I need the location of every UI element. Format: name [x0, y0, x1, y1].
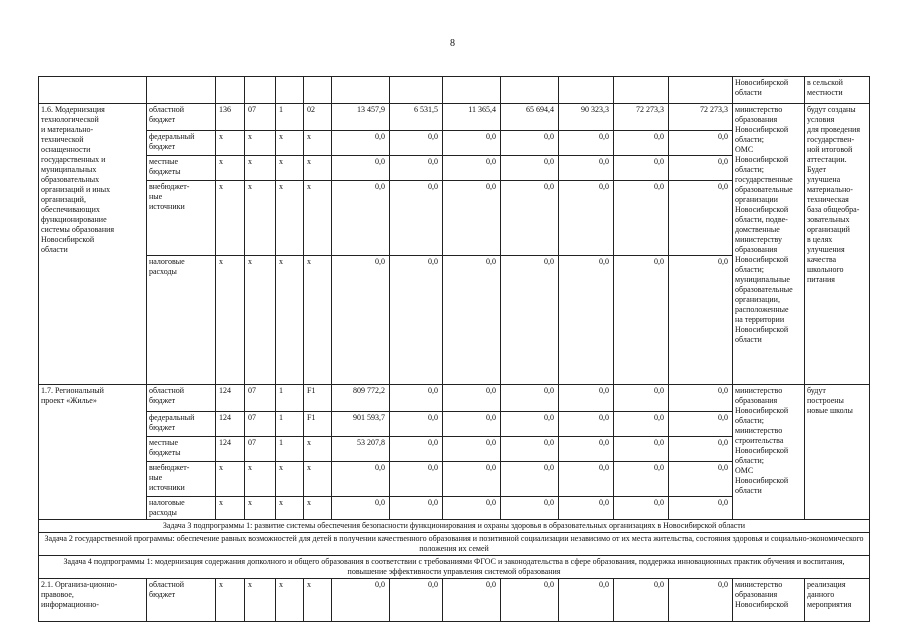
funding-source-cell: налоговые расходы [147, 497, 216, 520]
code-cell: х [304, 131, 332, 156]
value-cell: 0,0 [501, 181, 559, 256]
code-cell: 07 [245, 104, 276, 131]
funding-source-cell: местные бюджеты [147, 437, 216, 462]
code-cell: х [304, 437, 332, 462]
value-cell: 0,0 [614, 256, 669, 385]
value-cell: 0,0 [614, 412, 669, 437]
code-cell: х [216, 497, 245, 520]
code-cell: х [216, 181, 245, 256]
value-cell: 0,0 [501, 462, 559, 497]
value-cell: 0,0 [501, 437, 559, 462]
value-cell: 0,0 [390, 497, 443, 520]
code-cell: х [245, 462, 276, 497]
code-cell: х [276, 131, 304, 156]
value-cell: 0,0 [501, 156, 559, 181]
code-cell: х [276, 497, 304, 520]
task-row [39, 533, 870, 556]
value-cell: 0,0 [669, 437, 733, 462]
code-cell: х [276, 256, 304, 385]
empty-cell [147, 77, 216, 104]
measure-name-cell: 2.1. Организа-ционно- правовое, информационно- [39, 579, 147, 622]
value-cell: 0,0 [443, 256, 501, 385]
value-cell: 0,0 [669, 156, 733, 181]
value-cell: 0,0 [669, 181, 733, 256]
value-cell: 0,0 [390, 462, 443, 497]
value-cell: 0,0 [559, 412, 614, 437]
code-cell: 1 [276, 385, 304, 412]
measure-name-cell: 1.6. Модернизация технологической и материально- технической оснащенности государственных и муниципальных образовательных организаций и иных организаций, обеспечивающих функционирование системы образования Новосибирской области [39, 104, 147, 385]
table-body [39, 77, 870, 622]
code-cell: х [245, 131, 276, 156]
task-heading: Задача 2 государственной программы: обеспечение равных возможностей для детей в получении качественного образования и позитивной социализации независимо от их места жительства, состояния здоровья и социально-экономического положения их семей [39, 533, 870, 556]
code-cell: х [304, 497, 332, 520]
executor-cell: министерство образования Новосибирской [733, 579, 805, 622]
value-cell: 0,0 [501, 385, 559, 412]
empty-cell [501, 77, 559, 104]
value-cell: 72 273,3 [669, 104, 733, 131]
value-cell: 0,0 [559, 156, 614, 181]
value-cell: 65 694,4 [501, 104, 559, 131]
value-cell: 0,0 [443, 181, 501, 256]
value-cell: 809 772,2 [332, 385, 390, 412]
value-cell: 0,0 [390, 131, 443, 156]
value-cell: 53 207,8 [332, 437, 390, 462]
value-cell: 0,0 [332, 579, 390, 622]
value-cell: 0,0 [614, 385, 669, 412]
value-cell: 13 457,9 [332, 104, 390, 131]
funding-source-cell: внебюджет- ные источники [147, 462, 216, 497]
value-cell: 90 323,3 [559, 104, 614, 131]
value-cell: 901 593,7 [332, 412, 390, 437]
value-cell: 0,0 [669, 462, 733, 497]
result-cell: реализация данного мероприятия [805, 579, 870, 622]
value-cell: 0,0 [669, 497, 733, 520]
value-cell: 0,0 [390, 437, 443, 462]
value-cell: 0,0 [559, 579, 614, 622]
value-cell: 0,0 [559, 497, 614, 520]
empty-cell [559, 77, 614, 104]
value-cell: 0,0 [614, 131, 669, 156]
continuation-row [39, 77, 870, 104]
code-cell: х [216, 131, 245, 156]
value-cell: 0,0 [443, 437, 501, 462]
page-number: 8 [450, 38, 455, 49]
value-cell: 0,0 [390, 256, 443, 385]
value-cell: 0,0 [390, 579, 443, 622]
code-cell: 07 [245, 385, 276, 412]
code-cell: 1 [276, 437, 304, 462]
code-cell: 124 [216, 385, 245, 412]
value-cell: 0,0 [390, 156, 443, 181]
value-cell: 0,0 [390, 385, 443, 412]
code-cell: 124 [216, 437, 245, 462]
result-cell: будут созданы условия для проведения государствен- ной итоговой аттестации. Будет улучшена материально- техническая база общеобра- зовательных организаций в целях улучшения качества школьного питания [805, 104, 870, 385]
code-cell: х [304, 181, 332, 256]
value-cell: 0,0 [443, 462, 501, 497]
task-row [39, 556, 870, 579]
value-cell: 0,0 [390, 412, 443, 437]
value-cell: 0,0 [501, 412, 559, 437]
value-cell: 0,0 [332, 131, 390, 156]
code-cell: х [216, 462, 245, 497]
value-cell: 0,0 [614, 579, 669, 622]
funding-source-cell: налоговые расходы [147, 256, 216, 385]
task-row [39, 520, 870, 533]
value-cell: 0,0 [443, 497, 501, 520]
value-cell: 72 273,3 [614, 104, 669, 131]
funding-source-cell: внебюджет- ные источники [147, 181, 216, 256]
value-cell: 0,0 [443, 412, 501, 437]
executor-cell: министерство образования Новосибирской области; министерство строительства Новосибирской области; ОМС Новосибирской области [733, 385, 805, 520]
value-cell: 0,0 [559, 131, 614, 156]
value-cell: 0,0 [332, 497, 390, 520]
code-cell: F1 [304, 412, 332, 437]
value-cell: 0,0 [443, 131, 501, 156]
code-cell: 07 [245, 437, 276, 462]
value-cell: 0,0 [559, 437, 614, 462]
code-cell: 1 [276, 104, 304, 131]
funding-source-cell: местные бюджеты [147, 156, 216, 181]
empty-cell [216, 77, 245, 104]
code-cell: х [216, 156, 245, 181]
code-cell: 1 [276, 412, 304, 437]
code-cell: х [276, 462, 304, 497]
value-cell: 0,0 [332, 181, 390, 256]
value-cell: 0,0 [559, 256, 614, 385]
value-cell: 0,0 [443, 385, 501, 412]
value-cell: 0,0 [614, 156, 669, 181]
empty-cell [245, 77, 276, 104]
value-cell: 0,0 [669, 412, 733, 437]
code-cell: 07 [245, 412, 276, 437]
table-row [39, 385, 870, 412]
program-table [38, 76, 870, 622]
code-cell: х [245, 156, 276, 181]
value-cell: 0,0 [614, 462, 669, 497]
value-cell: 0,0 [332, 156, 390, 181]
value-cell: 0,0 [443, 156, 501, 181]
funding-source-cell: федеральный бюджет [147, 412, 216, 437]
code-cell: х [276, 181, 304, 256]
code-cell: х [216, 579, 245, 622]
code-cell: 136 [216, 104, 245, 131]
empty-cell [443, 77, 501, 104]
code-cell: х [304, 256, 332, 385]
result-cell: в сельской местности [805, 77, 870, 104]
value-cell: 0,0 [669, 579, 733, 622]
value-cell: 0,0 [332, 256, 390, 385]
executor-cell: министерство образования Новосибирской области; ОМС Новосибирской области; государственные образовательные организации Новосибирской области, подве- домственные министерству образования Новосибирской области; муниципальные образовательные организации, расположенные на территории Новосибирской области [733, 104, 805, 385]
code-cell: х [216, 256, 245, 385]
value-cell: 0,0 [559, 462, 614, 497]
code-cell: х [245, 256, 276, 385]
value-cell: 6 531,5 [390, 104, 443, 131]
value-cell: 0,0 [332, 462, 390, 497]
code-cell: х [304, 462, 332, 497]
funding-source-cell: федеральный бюджет [147, 131, 216, 156]
code-cell: 124 [216, 412, 245, 437]
code-cell: х [245, 579, 276, 622]
task-heading: Задача 3 подпрограммы 1: развитие системы обеспечения безопасности функционирования и охраны здоровья в образовательных организациях в Новосибирской области [39, 520, 870, 533]
code-cell: 02 [304, 104, 332, 131]
value-cell: 0,0 [501, 497, 559, 520]
task-heading: Задача 4 подпрограммы 1: модернизация содержания допколного и общего образования в соответствии с требованиями ФГОС и законодательства в сфере образования, поддержка инновационных практик обучения и воспитания, повышение эффективности управления системой образования [39, 556, 870, 579]
funding-source-cell: областной бюджет [147, 385, 216, 412]
value-cell: 0,0 [501, 579, 559, 622]
funding-source-cell: областной бюджет [147, 579, 216, 622]
code-cell: х [276, 156, 304, 181]
empty-cell [669, 77, 733, 104]
value-cell: 0,0 [559, 385, 614, 412]
value-cell: 0,0 [669, 385, 733, 412]
empty-cell [614, 77, 669, 104]
value-cell: 0,0 [669, 131, 733, 156]
table-row [39, 579, 870, 622]
code-cell: х [245, 181, 276, 256]
value-cell: 0,0 [501, 131, 559, 156]
executor-cell: Новосибирской области [733, 77, 805, 104]
value-cell: 0,0 [614, 181, 669, 256]
value-cell: 0,0 [669, 256, 733, 385]
value-cell: 0,0 [390, 181, 443, 256]
code-cell: х [304, 579, 332, 622]
code-cell: х [304, 156, 332, 181]
code-cell: х [245, 497, 276, 520]
value-cell: 0,0 [443, 579, 501, 622]
funding-source-cell: областной бюджет [147, 104, 216, 131]
value-cell: 0,0 [614, 437, 669, 462]
value-cell: 0,0 [501, 256, 559, 385]
measure-name-cell: 1.7. Региональный проект «Жилье» [39, 385, 147, 520]
code-cell: х [276, 579, 304, 622]
empty-cell [390, 77, 443, 104]
result-cell: будут построены новые школы [805, 385, 870, 520]
code-cell: F1 [304, 385, 332, 412]
value-cell: 0,0 [614, 497, 669, 520]
value-cell: 11 365,4 [443, 104, 501, 131]
empty-cell [276, 77, 304, 104]
empty-cell [304, 77, 332, 104]
empty-cell [39, 77, 147, 104]
empty-cell [332, 77, 390, 104]
value-cell: 0,0 [559, 181, 614, 256]
table-row [39, 104, 870, 131]
